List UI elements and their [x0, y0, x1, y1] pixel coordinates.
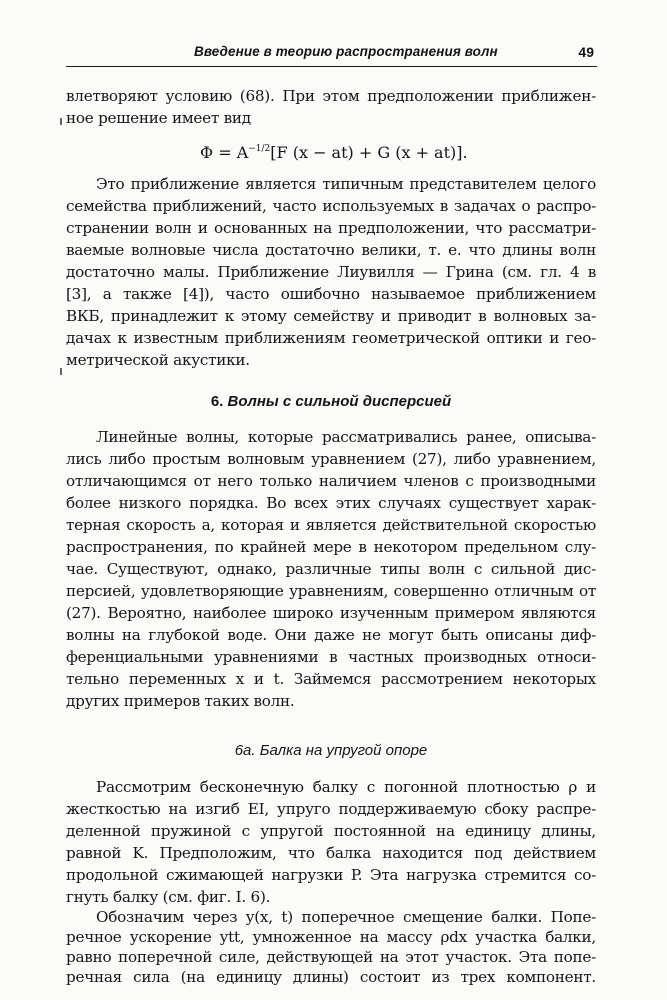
formula [200, 137, 480, 161]
section-title: Волны с сильной дисперсией [227, 393, 452, 410]
text-line: продольной сжимающей нагрузки P. Эта нагрузка стремится со- [66, 866, 596, 884]
text-line: (27). Вероятно, наиболее широко изученным примером являются [66, 604, 596, 622]
page-number: 49 [578, 44, 594, 60]
text-line: других примеров таких волн. [66, 692, 295, 710]
text-line: волны на глубокой воде. Они даже не могут быть описаны диф- [66, 626, 596, 644]
text-line: метрической акустики. [66, 351, 250, 369]
text-line: странении волн и основанных на предположении, что рассматри- [66, 219, 596, 237]
text-line: достаточно малы. Приближение Лиувилля — Грина (см. гл. 4 в [66, 263, 596, 281]
text-line: равно поперечной силе, действующей на этот участок. Эта попе- [66, 948, 596, 966]
text-line: равной K. Предположим, что балка находится под действием [66, 844, 596, 862]
formula-rhs: [F (x − at) + G (x + at)]. [270, 143, 468, 162]
running-header [66, 44, 596, 66]
section-heading [66, 391, 596, 413]
text-line: распространения, по крайней мере в некотором предельном слу- [66, 538, 596, 556]
running-title: Введение в теорию распространения волн [194, 44, 498, 59]
text-line: семейства приближений, часто используемых в задачах о распро- [66, 197, 596, 215]
subsection-heading: 6а. Балка на упругой опоре [234, 742, 428, 759]
text-line: дачах к известным приближениям геометрической оптики и гео- [66, 329, 596, 347]
text-line: Обозначим через y(x, t) поперечное смещение балки. Попе- [96, 908, 596, 926]
formula-exponent: −1/2 [248, 144, 271, 154]
text-line: [3], а также [4]), часто ошибочно называемое приближением [66, 285, 596, 303]
header-rule [66, 66, 597, 67]
text-line: лись либо простым волновым уравнением (27), либо уравнением, [66, 450, 596, 468]
text-line: ференциальными уравнениями в частных производных относи- [66, 648, 596, 666]
text-line: тельно переменных x и t. Займемся рассмотрением некоторых [66, 670, 596, 688]
text-line: влетворяют условию (68). При этом предположении приближен- [66, 87, 596, 105]
text-line: речное ускорение ytt, умноженное на массу ρdx участка балки, [66, 928, 596, 946]
text-line: ВКБ, принадлежит к этому семейству и приводит в волновых за- [66, 307, 596, 325]
text-line: Рассмотрим бесконечную балку с погонной плотностью ρ и [96, 778, 596, 796]
text-line: ное решение имеет вид [66, 109, 251, 127]
text-line: Это приближение является типичным представителем целого [96, 175, 596, 193]
text-line: деленной пружиной с упругой постоянной на единицу длины, [66, 822, 596, 840]
text-line: более низкого порядка. Во всех этих случаях существует харак- [66, 494, 596, 512]
section-number: 6. [210, 393, 224, 410]
text-line: персией, удовлетворяющие уравнениям, совершенно отличным от [66, 582, 596, 600]
margin-mark [60, 368, 62, 375]
text-line: Линейные волны, которые рассматривались ранее, описыва- [96, 428, 596, 446]
text-line: речная сила (на единицу длины) состоит из трех компонент. [66, 968, 596, 986]
margin-mark [60, 118, 62, 125]
formula-lhs: Φ = A [200, 143, 249, 162]
text-line: гнуть балку (см. фиг. I. 6). [66, 888, 271, 906]
text-line: ваемые волновые числа достаточно велики, т. е. что длины волн [66, 241, 596, 259]
text-line: жесткостью на изгиб EI, упруго поддерживаемую сбоку распре- [66, 800, 596, 818]
text-line: терная скорость a, которая и является действительной скоростью [66, 516, 596, 534]
text-line: чае. Существуют, однако, различные типы волн с сильной дис- [66, 560, 596, 578]
text-line: отличающимся от него только наличием членов с производными [66, 472, 596, 490]
